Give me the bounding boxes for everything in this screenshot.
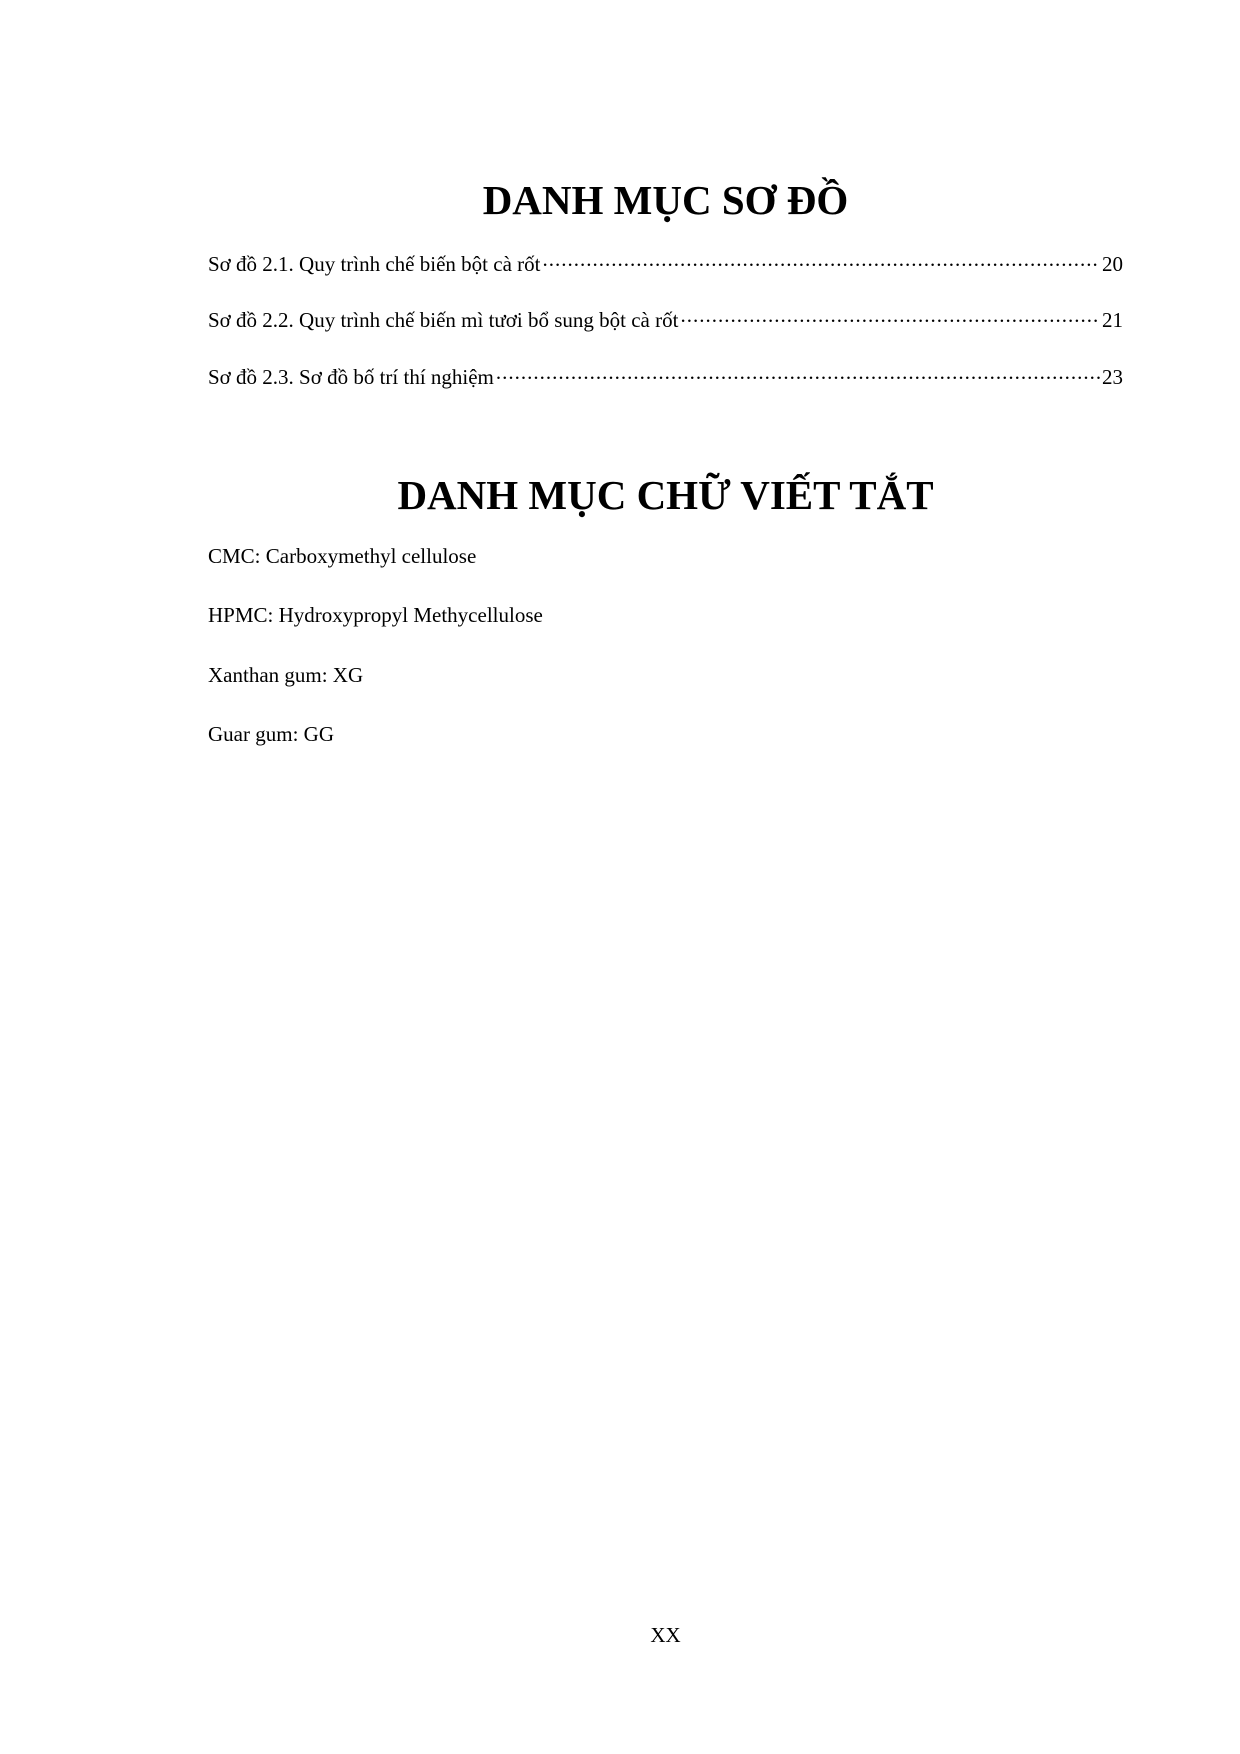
toc-entry-page: 20 xyxy=(1102,252,1123,276)
dot-leader xyxy=(542,247,1100,271)
toc-entry-page: 21 xyxy=(1102,308,1123,332)
page-number: XX xyxy=(650,1623,681,1647)
dot-leader xyxy=(680,303,1100,327)
abbreviations-section-title: DANH MỤC CHỮ VIẾT TẮT xyxy=(397,472,934,518)
abbreviation-item: CMC: Carboxymethyl cellulose xyxy=(208,544,477,568)
abbreviation-item: HPMC: Hydroxypropyl Methycellulose xyxy=(208,603,543,627)
diagrams-section-title: DANH MỤC SƠ ĐỒ xyxy=(482,177,849,223)
toc-entry-label: Sơ đồ 2.2. Quy trình chế biến mì tươi bổ sung bột cà rốt xyxy=(208,308,679,332)
dot-leader xyxy=(496,360,1100,384)
toc-entry[interactable] xyxy=(208,360,1123,389)
abbreviation-item: Guar gum: GG xyxy=(208,722,334,746)
abbreviation-item: Xanthan gum: XG xyxy=(208,663,364,687)
toc-entry-label: Sơ đồ 2.3. Sơ đồ bố trí thí nghiệm xyxy=(208,365,494,389)
toc-entry[interactable] xyxy=(208,247,1123,276)
toc-entry-page: 23 xyxy=(1102,365,1123,389)
toc-entry-label: Sơ đồ 2.1. Quy trình chế biến bột cà rốt xyxy=(208,252,541,276)
toc-entry[interactable] xyxy=(208,303,1123,332)
